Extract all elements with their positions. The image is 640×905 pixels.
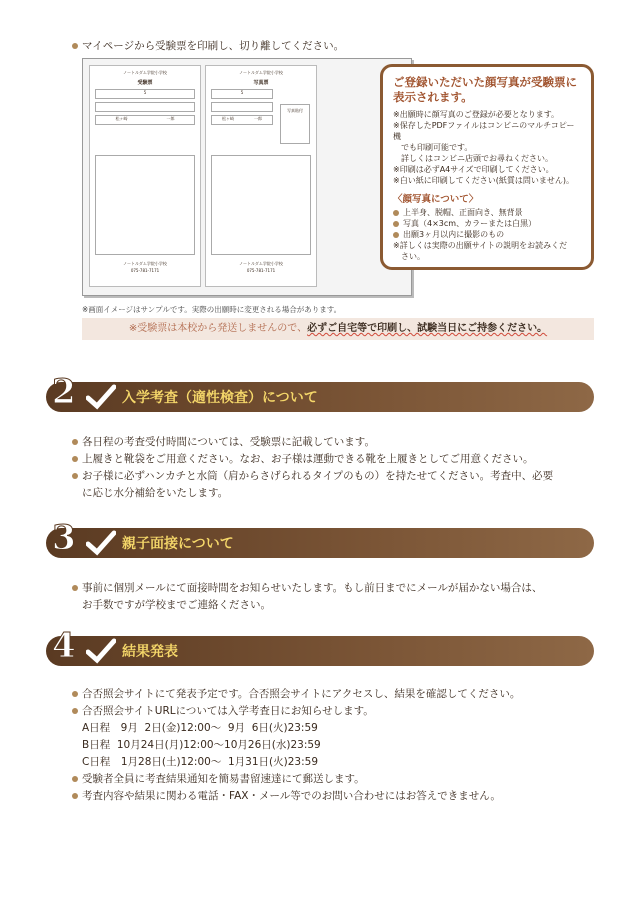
callout-sub-text: 写真（4×3cm、カラーまたは白黒） [403,219,537,228]
ticket-school: ノートルダム学院小学校 [239,70,283,75]
list-item [72,703,520,720]
name-value: 松ヶ崎 [115,116,128,121]
list-item-text: 受験者全員に考査結果通知を簡易書留速達にて郵送します。 [82,773,365,785]
sample-note: ※画面イメージはサンプルです。実際の出願時に変更される場合があります。 [82,305,342,314]
bullet-icon [72,776,78,782]
section-title: 入学考査（適性検査）について [122,390,318,406]
ticket-note-box [95,155,195,255]
checkmark-icon [86,384,116,410]
list-item [72,788,520,805]
section-2-body [72,434,553,502]
section-header-3 [46,518,594,558]
warning-lead: ※受験票は本校から発送しませんので、 [128,323,308,334]
section-header-4 [46,626,594,666]
checkmark-icon [86,638,116,664]
callout-line: ※白い紙に印刷してください(紙質は問いません)。 [393,176,574,185]
ticket-school: ノートルダム学院小学校 [123,70,167,75]
bullet-icon [393,232,399,238]
bullet-icon [72,456,78,462]
bullet-icon [393,210,399,216]
photo-box: 写真貼付 [280,104,310,144]
callout-sub-text: 出願3ヶ月以内に撮影のもの [403,230,505,239]
ticket-footer-tel: 075-781-7171 [246,268,276,273]
bullet-icon [72,793,78,799]
exam-no-value: 5 [240,90,244,95]
section-number: 4 [52,626,76,666]
list-item [72,771,520,788]
section-4-body [72,686,520,805]
callout-line: 詳しくはコンビニ店頭でお尋ねください。 [393,154,553,163]
schedule-line-b: B日程 10月24日(月)12:00～10月26日(水)23:59 [82,739,321,751]
warning-emphasis: 必ずご自宅等で印刷し、試験当日にご持参ください。 [307,323,548,334]
section-number: 3 [52,518,76,558]
ticket-footer: ノートルダム学院小学校 [123,261,167,266]
list-item-text: 上履きと靴袋をご用意ください。なお、お子様は運動できる靴を上履きとしてご用意ください。 [82,453,534,465]
section-number: 2 [52,372,76,412]
ticket-row [95,102,195,112]
section-title: 親子面接について [122,536,234,552]
photo-callout [380,64,594,270]
callout-title: ご登録いただいた顔写真が受験票に表示されます。 [393,75,577,104]
name-row [211,115,273,125]
list-item [72,580,542,597]
ticket-title: 写真票 [253,80,269,86]
photo-ticket [205,65,317,287]
bullet-icon [72,691,78,697]
list-item [72,468,553,485]
exam-no-value: 5 [143,90,147,95]
list-item-text: 各日程の考査受付時間については、受験票に記載しています。 [82,436,375,448]
bullet-icon [72,43,78,49]
list-item-text: 事前に個別メールにて面接時間をお知らせいたします。もし前日までにメールが届かない場合は、 [82,582,543,594]
name-value: 松ヶ崎 [222,116,234,121]
callout-subtitle: 〈顔写真について〉 [393,194,479,205]
name-value2: 一郎 [254,116,262,121]
ticket-note-box [211,155,311,255]
ticket-footer-tel: 075-781-7171 [130,268,160,273]
callout-sub-note: ※詳しくは実際の出願サイトの説明をお読みくだ [393,241,568,250]
bullet-icon [72,585,78,591]
list-item [72,686,520,703]
list-item-cont: に応じ水分補給をいたします。 [82,487,229,499]
ticket-title: 受験票 [137,80,153,86]
callout-line: ※保存したPDFファイルはコンビニのマルチコピー機 [393,121,575,141]
section-title: 結果発表 [122,644,178,660]
callout-sub-text: 上半身、脱帽、正面向き、無背景 [403,208,523,217]
bullet-icon [72,473,78,479]
list-item [72,451,553,468]
exam-ticket [89,65,201,287]
exam-no-row [211,89,273,99]
bullet-icon [72,439,78,445]
list-item-text: 考査内容や結果に関わる電話・FAX・メール等でのお問い合わせにはお答えできません。 [82,790,501,802]
name-row [95,115,195,125]
list-item [72,434,553,451]
callout-sub-note: さい。 [393,252,425,261]
callout-sub-item [393,207,581,218]
warning-bar [82,318,594,340]
list-item-text: 合否照会サイトにて発表予定です。合否照会サイトにアクセスし、結果を確認してください。 [82,688,521,700]
intro-line [72,38,344,53]
sample-ticket-image [82,58,412,296]
section-3-body [72,580,542,614]
ticket-row [211,102,273,112]
list-item-cont: お手数ですが学校までご連絡ください。 [82,599,271,611]
list-item-text: 合否照会サイトURLについては入学考査日にお知らせします。 [82,705,374,717]
name-value2: 一郎 [166,116,175,121]
callout-line: ※出願時に顔写真のご登録が必要となります。 [393,110,560,119]
schedule-line-a: A日程 9月 2日(金)12:00～ 9月 6日(火)23:59 [82,722,318,734]
exam-no-row [95,89,195,99]
callout-sub-item [393,218,581,229]
checkmark-icon [86,530,116,556]
callout-line: でも印刷可能です。 [393,143,473,152]
ticket-footer: ノートルダム学院小学校 [239,261,283,266]
bullet-icon [72,708,78,714]
schedule-line-c: C日程 1月28日(土)12:00～ 1月31日(火)23:59 [82,756,318,768]
bullet-icon [393,221,399,227]
intro-text: マイページから受験票を印刷し、切り離してください。 [82,40,345,52]
callout-sub-item [393,229,581,240]
section-header-2 [46,372,594,412]
list-item-text: お子様に必ずハンカチと水筒（肩からさげられるタイプのもの）を持たせてください。考査中、必要 [82,470,554,482]
callout-line: ※印刷は必ずA4サイズで印刷してください。 [393,165,554,174]
